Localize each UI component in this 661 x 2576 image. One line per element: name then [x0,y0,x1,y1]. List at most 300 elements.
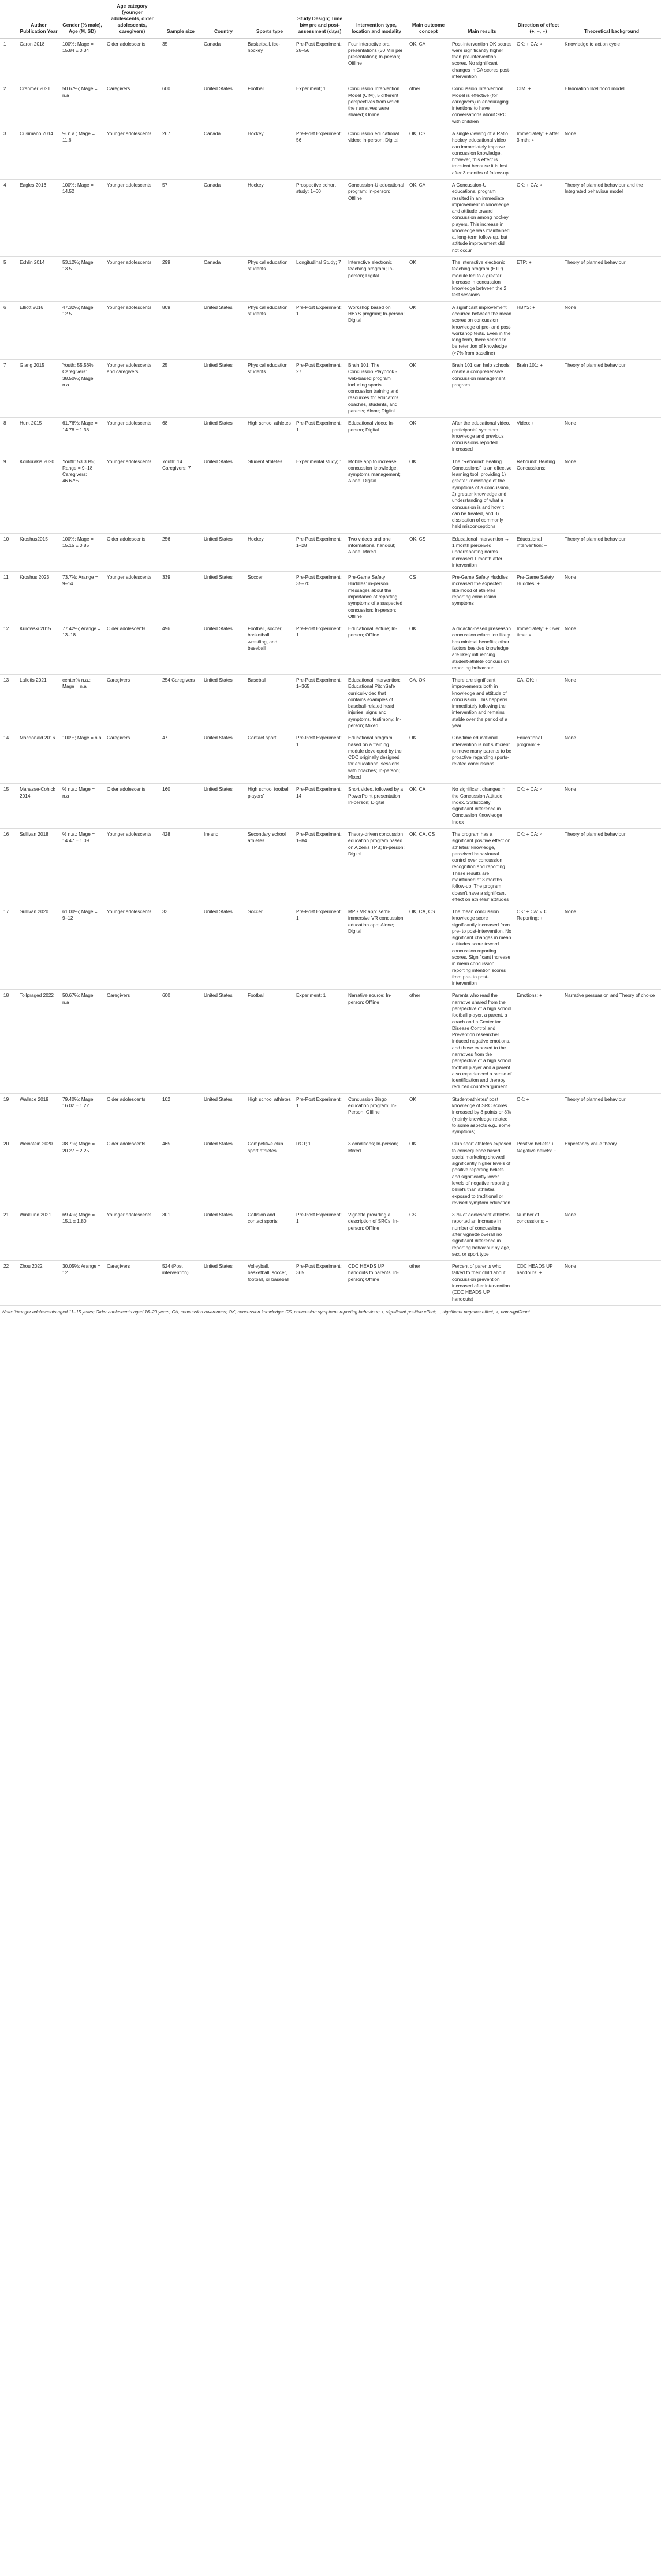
cell-age-category: Younger adolescents [104,128,160,179]
cell-direction: OK: + CA: ∘ [514,179,562,256]
table-row [0,1209,661,1261]
cell-sample-size: 160 [160,784,201,829]
table-row [0,257,661,302]
cell-results: Parents who read the narrative shared from the perspective of a high school football player, a parent, a coach and a Center for Disease Control and Prevention researcher induced negative emotions, and those exposed to the narratives from the perspective of a high school football player and a parent also experienced a sense of identification and thereby reduced counterargument [450,990,514,1093]
cell-theory: None [562,675,661,732]
cell-age-category: Older adolescents [104,533,160,571]
cell-sports-type: Basketball, ice-hockey [245,38,294,83]
cell-age-category: Older adolescents [104,784,160,829]
cell-outcome: OK [407,418,450,456]
cell-sports-type: Collision and contact sports [245,1209,294,1261]
cell-results: There are significant improvements both in knowledge and attitude of concussion. This happens immediately following the intervention and remains stable over the period of a year [450,675,514,732]
cell-study-design: Experiment; 1 [294,990,346,1093]
cell-age-category: Younger adolescents [104,1209,160,1261]
cell-age-category: Older adolescents [104,1093,160,1138]
cell-sports-type: High school athletes [245,418,294,456]
cell-intervention: Educational video; In-person; Digital [346,418,407,456]
cell-author: Cusimano 2014 [17,128,60,179]
cell-direction: Immediately: + After 3 mth: ∘ [514,128,562,179]
cell-study-design: Pre-Post Experiment; 1–84 [294,828,346,906]
cell-sports-type: Soccer [245,572,294,623]
cell-country: United States [201,83,245,128]
table-row [0,1138,661,1209]
cell-row-number: 2 [0,83,17,128]
table-row [0,1261,661,1306]
cell-direction: Brain 101: + [514,359,562,417]
cell-theory: Theory of planned behaviour and the Integrated behaviour model [562,179,661,256]
header-study-design: Study Design; Time b/w pre and post-assessment (days) [294,0,346,38]
cell-study-design: Prospective cohort study; 1–60 [294,179,346,256]
cell-sample-size: 102 [160,1093,201,1138]
cell-gender-age: 79.40%; Mage = 16.02 ± 1.22 [60,1093,104,1138]
cell-country: United States [201,533,245,571]
cell-gender-age: 61.76%; Mage = 14.78 ± 1.38 [60,418,104,456]
cell-intervention: Pre-Game Safety Huddles: in-person messages about the importance of reporting symptoms of a suspected concussion; In-person; Offline [346,572,407,623]
cell-theory: None [562,784,661,829]
header-sports-type: Sports type [245,0,294,38]
cell-outcome: OK, CA, CS [407,828,450,906]
cell-results: Educational intervention → 1 month perceived underreporting norms increased 1 month after intervention [450,533,514,571]
cell-age-category: Younger adolescents and caregivers [104,359,160,417]
cell-direction: Emotions: + [514,990,562,1093]
cell-row-number: 11 [0,572,17,623]
cell-age-category: Caregivers [104,990,160,1093]
cell-study-design: Pre-Post Experiment; 1 [294,906,346,990]
table-row [0,301,661,359]
cell-author: Macdonald 2016 [17,732,60,784]
cell-sample-size: 33 [160,906,201,990]
cell-gender-age: 69.4%; Mage = 15.1 ± 1.80 [60,1209,104,1261]
cell-gender-age: 47.32%; Mage = 12.5 [60,301,104,359]
cell-results: 30% of adolescent athletes reported an increase in number of concussions after vignette overall no significant difference in reporting behaviour by age, sex, or sport type [450,1209,514,1261]
cell-sample-size: 428 [160,828,201,906]
cell-age-category: Older adolescents [104,38,160,83]
cell-country: United States [201,572,245,623]
cell-direction: CIM: + [514,83,562,128]
cell-results: Post-intervention OK scores were significantly higher than pre-intervention scores. No significant changes in CA scores post-intervention [450,38,514,83]
cell-country: United States [201,990,245,1093]
cell-direction: Educational program: + [514,732,562,784]
cell-theory: Knowledge to action cycle [562,38,661,83]
cell-author: Zhou 2022 [17,1261,60,1306]
cell-outcome: CS [407,1209,450,1261]
cell-study-design: Pre-Post Experiment; 1–365 [294,675,346,732]
cell-outcome: CS [407,572,450,623]
cell-age-category: Caregivers [104,1261,160,1306]
cell-intervention: 3 conditions; In-person; Mixed [346,1138,407,1209]
cell-intervention: Concussion educational video; In-person; Digital [346,128,407,179]
cell-author: Echlin 2014 [17,257,60,302]
table-row [0,83,661,128]
cell-age-category: Younger adolescents [104,301,160,359]
cell-outcome: OK, CS [407,128,450,179]
cell-results: After the educational video, participants' symptom knowledge and previous concussions reported increased [450,418,514,456]
cell-sports-type: High school athletes [245,1093,294,1138]
cell-gender-age: 61.00%; Mage = 9–12 [60,906,104,990]
cell-row-number: 21 [0,1209,17,1261]
cell-direction: OK: + CA: ∘ [514,784,562,829]
cell-theory: Elaboration likelihood model [562,83,661,128]
header-country: Country [201,0,245,38]
cell-sports-type: Contact sport [245,732,294,784]
cell-sports-type: Hockey [245,179,294,256]
cell-country: Ireland [201,828,245,906]
cell-country: United States [201,301,245,359]
cell-study-design: Pre-Post Experiment; 35–70 [294,572,346,623]
cell-theory: Theory of planned behaviour [562,828,661,906]
cell-intervention: Four interactive oral presentations (30 Min per presentation); In-person; Offline [346,38,407,83]
cell-sample-size: 524 (Post intervention) [160,1261,201,1306]
cell-direction: ETP: + [514,257,562,302]
cell-theory: Expectancy value theory [562,1138,661,1209]
cell-results: The "Rebound: Beating Concussions" is an effective learning tool, providing 1) greater knowledge of the symptoms of a concussion, 2) greater knowledge and understanding of what a concussion is and how it can be treated, and 3) dissipation of commonly held misconceptions [450,456,514,533]
cell-age-category: Older adolescents [104,623,160,675]
cell-sports-type: Volleyball, basketball, soccer, football, or baseball [245,1261,294,1306]
cell-intervention: MPS VR app: semi-immersive VR concussion education app; Alone; Digital [346,906,407,990]
table-row [0,533,661,571]
cell-results: Concussion Intervention Model is effective (for caregivers) in encouraging intentions to have conversations about SRC with children [450,83,514,128]
header-intervention: Intervention type, location and modality [346,0,407,38]
cell-sports-type: Baseball [245,675,294,732]
cell-direction: OK: + CA: ∘ [514,38,562,83]
cell-sample-size: 68 [160,418,201,456]
cell-author: Wallace 2019 [17,1093,60,1138]
cell-theory: None [562,906,661,990]
cell-row-number: 22 [0,1261,17,1306]
cell-author: Laliotis 2021 [17,675,60,732]
cell-sample-size: 301 [160,1209,201,1261]
cell-outcome: OK, CA [407,38,450,83]
cell-row-number: 17 [0,906,17,990]
header-results: Main results [450,0,514,38]
cell-intervention: Two videos and one informational handout; Alone; Mixed [346,533,407,571]
cell-country: Canada [201,257,245,302]
cell-age-category: Older adolescents [104,1138,160,1209]
cell-direction: Video: + [514,418,562,456]
cell-gender-age: 100%; Mage = 14.52 [60,179,104,256]
table-header-row [0,0,661,38]
cell-results: One-time educational intervention is not sufficient to move many parents to be proactive regarding sports-related concussions [450,732,514,784]
cell-results: The mean concussion knowledge score significantly increased from pre- to post-intervention. No significant changes in mean attitudes score toward concussion reporting scores. Significant increase in mean concussion reporting intention scores from pre- to post-intervention [450,906,514,990]
cell-author: Tollpraged 2022 [17,990,60,1093]
table-row [0,418,661,456]
cell-sample-size: Youth: 14 Caregivers: 7 [160,456,201,533]
cell-outcome: OK [407,623,450,675]
cell-outcome: OK [407,732,450,784]
cell-theory: None [562,128,661,179]
cell-intervention: Vignette providing a description of SRCs; In-person; Offline [346,1209,407,1261]
cell-direction: Rebound: Beating Concussions: + [514,456,562,533]
cell-study-design: Pre-Post Experiment; 1 [294,1093,346,1138]
cell-intervention: Educational lecture; In-person; Offline [346,623,407,675]
cell-sample-size: 299 [160,257,201,302]
cell-study-design: Pre-Post Experiment; 1–28 [294,533,346,571]
cell-direction: OK: + [514,1093,562,1138]
cell-author: Kroshus2015 [17,533,60,571]
cell-age-category: Younger adolescents [104,179,160,256]
cell-age-category: Younger adolescents [104,257,160,302]
cell-results: A didactic-based preseason concussion education likely has minimal benefits; other factors besides knowledge are likely influencing student-athlete concussion reporting behaviour [450,623,514,675]
cell-theory: Theory of planned behaviour [562,1093,661,1138]
cell-sample-size: 256 [160,533,201,571]
cell-outcome: OK [407,257,450,302]
cell-study-design: Pre-Post Experiment; 1 [294,732,346,784]
cell-theory: None [562,1209,661,1261]
cell-gender-age: 100%; Mage = 15.84 ± 0.34 [60,38,104,83]
cell-theory: None [562,572,661,623]
cell-sports-type: Competitive club sport athletes [245,1138,294,1209]
table-row [0,623,661,675]
cell-gender-age: % n.a.; Mage = 14.47 ± 1.09 [60,828,104,906]
cell-row-number: 13 [0,675,17,732]
cell-country: United States [201,784,245,829]
cell-outcome: other [407,990,450,1093]
table-footnote: Note: Younger adolescents aged 11–15 years; Older adolescents aged 16–20 years; CA, concussion awareness; OK, concussion knowledge; CS, concussion symptoms reporting behaviour; +, significant positive effect; −, significant negative effect; ∘, non-significant. [2,1309,532,1315]
cell-theory: None [562,623,661,675]
cell-author: Glang 2015 [17,359,60,417]
header-outcome: Main outcome concept [407,0,450,38]
cell-country: United States [201,456,245,533]
cell-gender-age: 50.67%; Mage = n.a [60,83,104,128]
cell-sports-type: Soccer [245,906,294,990]
cell-sports-type: Football [245,83,294,128]
cell-author: Eagles 2016 [17,179,60,256]
cell-row-number: 5 [0,257,17,302]
header-gender: Gender (% male), Age (M, SD) [60,0,104,38]
cell-study-design: Longitudinal Study; 7 [294,257,346,302]
cell-intervention: Educational intervention: Educational PitchSafe curricul-video that contains examples of baseball-related head injuries, signs and symptoms, testimony; In-person; Mixed [346,675,407,732]
cell-country: United States [201,1138,245,1209]
cell-gender-age: center% n.a.; Mage = n.a [60,675,104,732]
cell-results: Brain 101 can help schools create a comprehensive concussion management program [450,359,514,417]
header-direction: Direction of effect (+, −, ∘) [514,0,562,38]
cell-results: Club sport athletes exposed to consequence based social marketing showed significantly higher levels of positive reporting beliefs and significantly lower levels of negative reporting beliefs than athletes exposed to traditional or revised symptom education [450,1138,514,1209]
cell-country: United States [201,906,245,990]
cell-results: A Concussion-U educational program resulted in an immediate improvement in knowledge and attitude toward concussion among hockey players. This increase in knowledge was maintained at long-term follow-up, but attitude improvement did not occur [450,179,514,256]
cell-author: Kontorakis 2020 [17,456,60,533]
cell-author: Sullivan 2018 [17,828,60,906]
cell-outcome: other [407,83,450,128]
cell-country: United States [201,1261,245,1306]
table-row [0,179,661,256]
cell-sample-size: 465 [160,1138,201,1209]
cell-outcome: OK [407,359,450,417]
cell-direction: OK: + CA: ∘ C Reporting: + [514,906,562,990]
cell-theory: Theory of planned behaviour [562,359,661,417]
cell-results: Pre-Game Safety Huddles increased the expected likelihood of athletes reporting concussion symptoms [450,572,514,623]
table-row [0,732,661,784]
table-row [0,990,661,1093]
cell-country: Canada [201,179,245,256]
table-body [0,38,661,1305]
cell-sports-type: Physical education students [245,359,294,417]
cell-sample-size: 600 [160,83,201,128]
cell-row-number: 12 [0,623,17,675]
table-row [0,784,661,829]
cell-age-category: Younger adolescents [104,418,160,456]
cell-results: The interactive electronic teaching program (ETP) module led to a greater increase in concussion knowledge between the 2 test sessions [450,257,514,302]
cell-intervention: Concussion Bingo education program; In-Person; Offline [346,1093,407,1138]
cell-intervention: Narrative source; In-person; Offline [346,990,407,1093]
cell-study-design: Experimental study; 1 [294,456,346,533]
cell-outcome: OK, CA, CS [407,906,450,990]
cell-age-category: Caregivers [104,675,160,732]
cell-country: United States [201,623,245,675]
cell-direction: OK: + CA: ∘ [514,828,562,906]
cell-age-category: Younger adolescents [104,572,160,623]
cell-sample-size: 254 Caregivers [160,675,201,732]
cell-theory: None [562,418,661,456]
cell-sample-size: 496 [160,623,201,675]
cell-age-category: Younger adolescents [104,456,160,533]
cell-row-number: 14 [0,732,17,784]
table-row [0,38,661,83]
cell-intervention: Brain 101: The Concussion Playbook - web-based program including sports concussion training and resources for educators, coaches, students, and parents; Alone; Digital [346,359,407,417]
cell-gender-age: Youth: 53.30%; Range = 9–18 Caregivers: 46.67% [60,456,104,533]
table-row [0,675,661,732]
cell-sample-size: 47 [160,732,201,784]
cell-results: Percent of parents who talked to their child about concussion prevention increased after intervention (CDC HEADS UP handouts) [450,1261,514,1306]
cell-study-design: Pre-Post Experiment; 27 [294,359,346,417]
cell-row-number: 15 [0,784,17,829]
cell-sample-size: 25 [160,359,201,417]
cell-sample-size: 267 [160,128,201,179]
table-row [0,572,661,623]
table-row [0,456,661,533]
cell-results: A significant improvement occurred between the mean scores on concussion knowledge of pre- and post-workshop tests. Even in the long term, there seems to be retention of knowledge (>7% from baseline) [450,301,514,359]
cell-outcome: OK, CS [407,533,450,571]
table-row [0,128,661,179]
cell-country: United States [201,418,245,456]
cell-intervention: Workshop based on HBYS program; In-person; Digital [346,301,407,359]
cell-intervention: Short video, followed by a PowerPoint presentation; In-person; Digital [346,784,407,829]
cell-theory: Narrative persuasion and Theory of choice [562,990,661,1093]
cell-row-number: 9 [0,456,17,533]
cell-row-number: 1 [0,38,17,83]
cell-gender-age: 53.12%; Mage = 13.5 [60,257,104,302]
cell-age-category: Caregivers [104,732,160,784]
cell-row-number: 3 [0,128,17,179]
cell-row-number: 18 [0,990,17,1093]
cell-intervention: Interactive electronic teaching program; In-person; Digital [346,257,407,302]
cell-results: Student-athletes' post knowledge of SRC scores increased by 8 points or 8% (mainly knowledge related to some aspects e.g., some symptoms) [450,1093,514,1138]
cell-theory: None [562,456,661,533]
cell-outcome: OK [407,456,450,533]
header-age-category: Age category (younger adolescents, older adolescents, caregivers) [104,0,160,38]
cell-author: Elliott 2016 [17,301,60,359]
cell-theory: Theory of planned behaviour [562,533,661,571]
cell-direction: CA, OK: + [514,675,562,732]
cell-row-number: 19 [0,1093,17,1138]
cell-gender-age: % n.a.; Mage = n.a [60,784,104,829]
cell-sports-type: Football [245,990,294,1093]
cell-theory: None [562,732,661,784]
cell-study-design: Pre-Post Experiment; 365 [294,1261,346,1306]
cell-row-number: 10 [0,533,17,571]
cell-direction: Pre-Game Safety Huddles: + [514,572,562,623]
cell-study-design: Pre-Post Experiment; 1 [294,1209,346,1261]
cell-gender-age: 38.7%; Mage = 20.27 ± 2.25 [60,1138,104,1209]
cell-results: A single viewing of a Ratio hockey educational video can immediately improve concussion knowledge, however, this effect is transient because it is lost after 3 months of follow-up [450,128,514,179]
cell-country: United States [201,675,245,732]
cell-country: Canada [201,128,245,179]
cell-intervention: Concussion Intervention Model (CIM), 5 different perspectives from which the narratives were shared; Online [346,83,407,128]
cell-direction: Educational intervention: − [514,533,562,571]
cell-row-number: 16 [0,828,17,906]
cell-row-number: 8 [0,418,17,456]
cell-country: United States [201,1093,245,1138]
cell-gender-age: 77.42%; Arange = 13–18 [60,623,104,675]
cell-sports-type: Physical education students [245,301,294,359]
header-theory: Theoretical background [562,0,661,38]
cell-theory: None [562,1261,661,1306]
cell-author: Hunt 2015 [17,418,60,456]
cell-study-design: Pre-Post Experiment; 1 [294,418,346,456]
cell-row-number: 7 [0,359,17,417]
cell-author: Sullivan 2020 [17,906,60,990]
cell-gender-age: 100%; Mage = n.a [60,732,104,784]
cell-direction: CDC HEADS UP handouts: + [514,1261,562,1306]
cell-row-number: 6 [0,301,17,359]
cell-sample-size: 809 [160,301,201,359]
cell-study-design: RCT; 1 [294,1138,346,1209]
cell-country: United States [201,732,245,784]
cell-age-category: Younger adolescents [104,828,160,906]
cell-author: Weinstein 2020 [17,1138,60,1209]
cell-gender-age: 30.05%; Arange = 12 [60,1261,104,1306]
cell-outcome: CA, OK [407,675,450,732]
table-row [0,359,661,417]
cell-sports-type: Student athletes [245,456,294,533]
cell-intervention: Concussion-U educational program; In-person; Offline [346,179,407,256]
cell-intervention: CDC HEADS UP handouts to parents; In-person; Offline [346,1261,407,1306]
cell-gender-age: 50.67%; Mage = n.a [60,990,104,1093]
cell-gender-age: 100%; Mage = 15.15 ± 0.85 [60,533,104,571]
cell-outcome: OK, CA [407,784,450,829]
cell-country: United States [201,359,245,417]
cell-outcome: OK, CA [407,179,450,256]
cell-outcome: OK [407,1093,450,1138]
cell-direction: HBYS: + [514,301,562,359]
cell-country: United States [201,1209,245,1261]
cell-outcome: OK [407,301,450,359]
cell-direction: Immediately: + Over time: ∘ [514,623,562,675]
cell-sports-type: Hockey [245,533,294,571]
cell-age-category: Younger adolescents [104,906,160,990]
cell-author: Kurowski 2015 [17,623,60,675]
cell-sample-size: 35 [160,38,201,83]
cell-sports-type: Hockey [245,128,294,179]
cell-author: Kroshus 2023 [17,572,60,623]
cell-direction: Positive beliefs: + Negative beliefs: − [514,1138,562,1209]
cell-study-design: Pre-Post Experiment; 14 [294,784,346,829]
cell-theory: Theory of planned behaviour [562,257,661,302]
cell-author: Manasse-Cohick 2014 [17,784,60,829]
cell-study-design: Pre-Post Experiment; 28–56 [294,38,346,83]
cell-sample-size: 600 [160,990,201,1093]
cell-outcome: other [407,1261,450,1306]
cell-gender-age: % n.a.; Mage = 11.6 [60,128,104,179]
cell-study-design: Pre-Post Experiment; 1 [294,623,346,675]
cell-study-design: Pre-Post Experiment; 1 [294,301,346,359]
cell-sports-type: Secondary school athletes [245,828,294,906]
cell-author: Winklund 2021 [17,1209,60,1261]
table-row [0,828,661,906]
cell-author: Cranmer 2021 [17,83,60,128]
header-author: Author Publication Year [17,0,60,38]
cell-sports-type: High school football players' [245,784,294,829]
cell-theory: None [562,301,661,359]
